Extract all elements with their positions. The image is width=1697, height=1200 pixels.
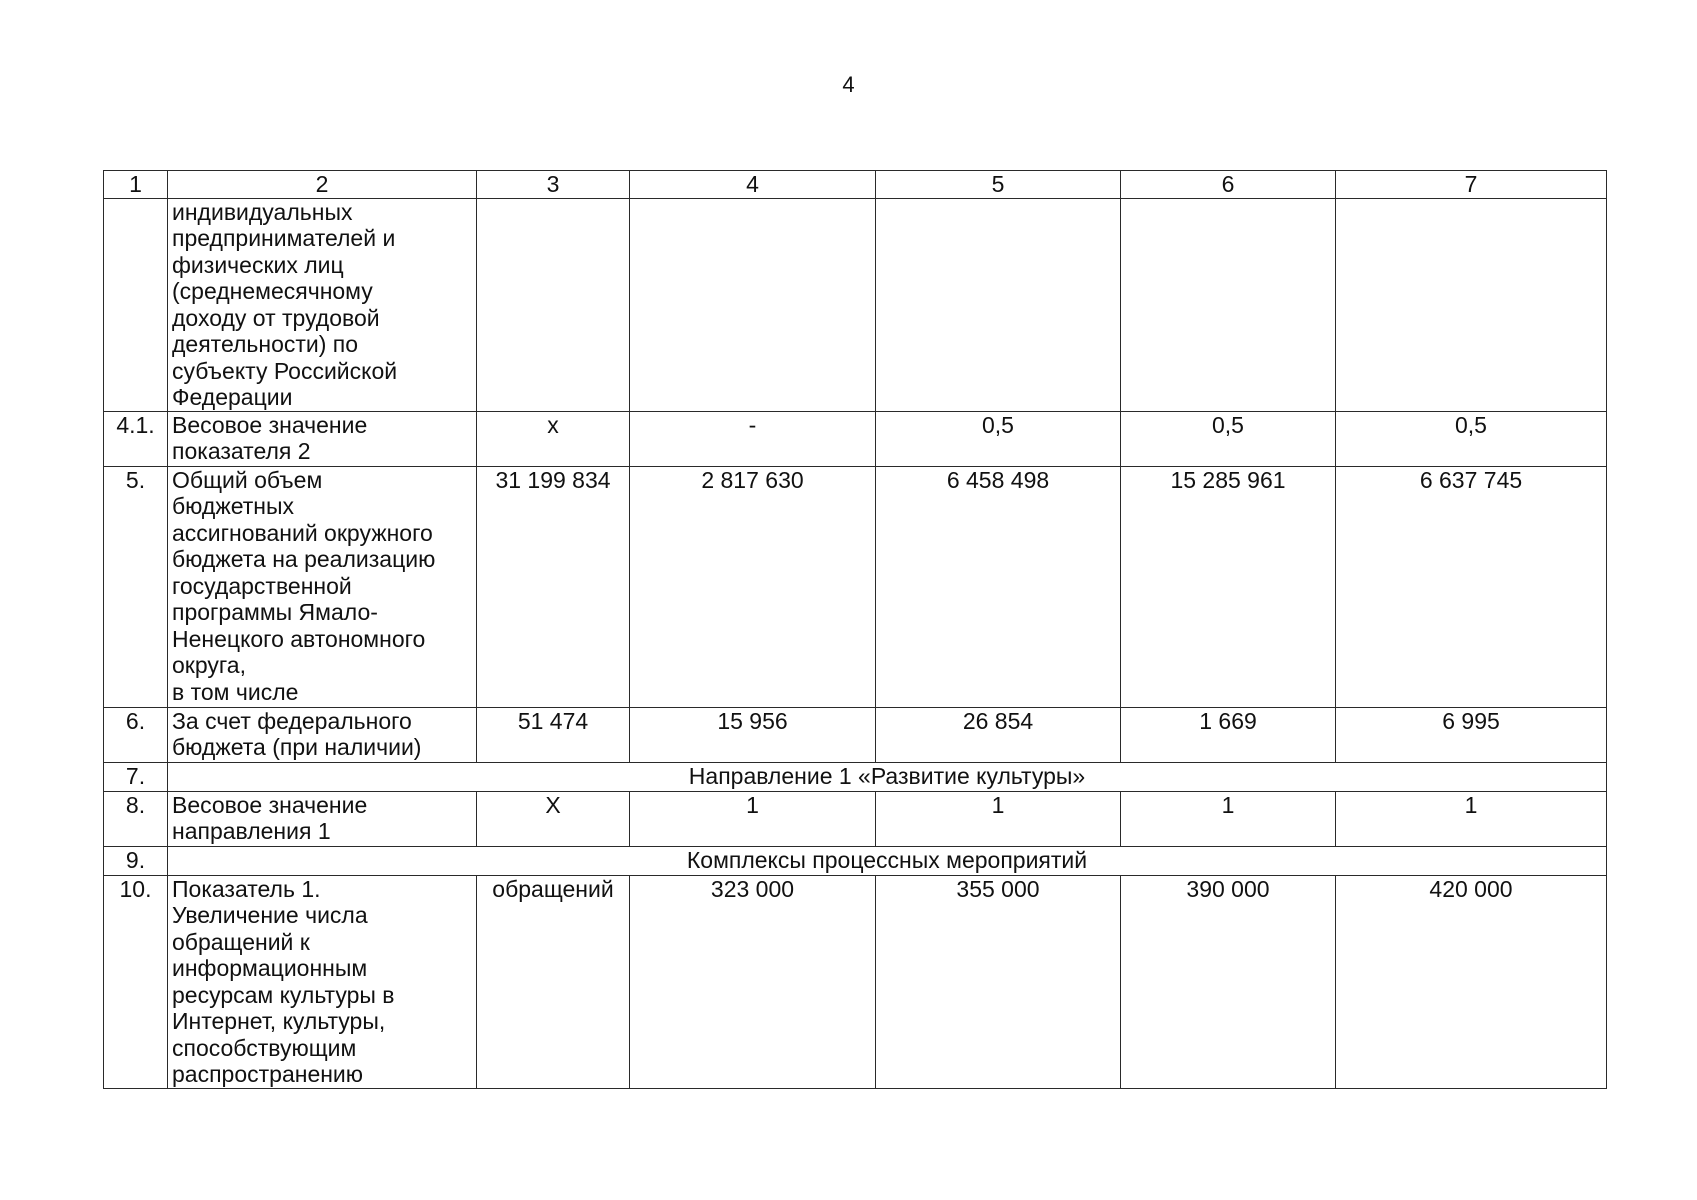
indicator-name	[168, 875, 477, 1088]
value-cell: 1 669	[1121, 707, 1336, 762]
unit-cell	[477, 198, 630, 411]
name-line: программы Ямало-	[172, 599, 378, 625]
value-cell: 0,5	[876, 411, 1121, 466]
name-line: (среднемесячному	[172, 278, 373, 304]
name-line: бюджета (при наличии)	[172, 734, 422, 760]
value-cell: 390 000	[1121, 875, 1336, 1088]
row-number: 7.	[104, 762, 168, 791]
section-heading: Направление 1 «Развитие культуры»	[168, 762, 1607, 791]
name-line: округа,	[172, 652, 246, 678]
name-line: Весовое значение	[172, 411, 368, 438]
value-cell: 0,5	[1336, 411, 1607, 466]
name-line: Общий объем	[172, 466, 323, 493]
name-line: предпринимателей и	[172, 225, 396, 251]
name-line: распространению	[172, 1061, 364, 1087]
section-heading: Комплексы процессных мероприятий	[168, 846, 1607, 875]
header-cell: 3	[477, 171, 630, 199]
value-cell: 0,5	[1121, 411, 1336, 466]
header-cell: 1	[104, 171, 168, 199]
table-row	[104, 707, 1607, 762]
header-row	[104, 171, 1607, 199]
value-cell: 2 817 630	[630, 466, 876, 707]
indicator-name	[168, 411, 477, 466]
name-line: деятельности) по	[172, 331, 359, 357]
value-cell: 1	[1336, 791, 1607, 846]
value-cell: 420 000	[1336, 875, 1607, 1088]
indicator-name	[168, 707, 477, 762]
value-cell	[630, 198, 876, 411]
unit-cell: х	[477, 411, 630, 466]
row-number: 4.1.	[104, 411, 168, 466]
name-line: бюджетных	[172, 493, 295, 519]
row-number	[104, 198, 168, 411]
name-line: Увеличение числа	[172, 902, 368, 928]
table-row	[104, 791, 1607, 846]
value-cell: 1	[1121, 791, 1336, 846]
name-line: Федерации	[172, 384, 293, 410]
value-cell	[876, 198, 1121, 411]
page-number: 4	[842, 72, 855, 97]
name-line: государственной	[172, 572, 352, 599]
value-cell	[1121, 198, 1336, 411]
unit-cell: обращений	[477, 875, 630, 1088]
name-line: обращений к	[172, 928, 310, 955]
value-cell: 6 637 745	[1336, 466, 1607, 707]
name-line: Ненецкого автономного	[172, 625, 426, 652]
name-line: информационным	[172, 955, 368, 981]
value-cell: 355 000	[876, 875, 1121, 1088]
table-row	[104, 466, 1607, 707]
value-cell: 323 000	[630, 875, 876, 1088]
value-cell: 26 854	[876, 707, 1121, 762]
unit-cell: 31 199 834	[477, 466, 630, 707]
table-row	[104, 411, 1607, 466]
indicator-name	[168, 198, 477, 411]
table-row	[104, 198, 1607, 411]
name-line: Показатель 1.	[172, 875, 321, 902]
table-row	[104, 846, 1607, 875]
name-line: физических лиц	[172, 251, 344, 278]
value-cell: 1	[876, 791, 1121, 846]
name-line: Интернет, культуры,	[172, 1008, 386, 1034]
name-line: субъекту Российской	[172, 357, 398, 384]
name-line: ассигнований окружного	[172, 519, 433, 546]
row-number: 9.	[104, 846, 168, 875]
value-cell: 6 458 498	[876, 466, 1121, 707]
name-line: способствующим	[172, 1034, 357, 1061]
name-line: индивидуальных	[172, 198, 353, 225]
name-line: доходу от трудовой	[172, 304, 380, 331]
header-cell: 4	[630, 171, 876, 199]
row-number: 8.	[104, 791, 168, 846]
header-cell: 6	[1121, 171, 1336, 199]
table-row	[104, 875, 1607, 1088]
value-cell: -	[630, 411, 876, 466]
row-number: 5.	[104, 466, 168, 707]
name-line: Весовое значение	[172, 791, 368, 818]
name-line: За счет федерального	[172, 707, 412, 734]
unit-cell: 51 474	[477, 707, 630, 762]
value-cell: 1	[630, 791, 876, 846]
header-cell: 7	[1336, 171, 1607, 199]
value-cell: 15 285 961	[1121, 466, 1336, 707]
row-number: 6.	[104, 707, 168, 762]
unit-cell: Х	[477, 791, 630, 846]
indicator-name	[168, 466, 477, 707]
value-cell: 6 995	[1336, 707, 1607, 762]
name-line: направления 1	[172, 818, 331, 844]
name-line: показателя 2	[172, 438, 311, 464]
name-line: ресурсам культуры в	[172, 981, 395, 1008]
table-row	[104, 762, 1607, 791]
value-cell	[1336, 198, 1607, 411]
name-line: в том числе	[172, 678, 299, 705]
value-cell: 15 956	[630, 707, 876, 762]
indicator-table	[103, 170, 1607, 1089]
row-number: 10.	[104, 875, 168, 1088]
header-cell: 2	[168, 171, 477, 199]
name-line: бюджета на реализацию	[172, 546, 436, 572]
header-cell: 5	[876, 171, 1121, 199]
indicator-name	[168, 791, 477, 846]
